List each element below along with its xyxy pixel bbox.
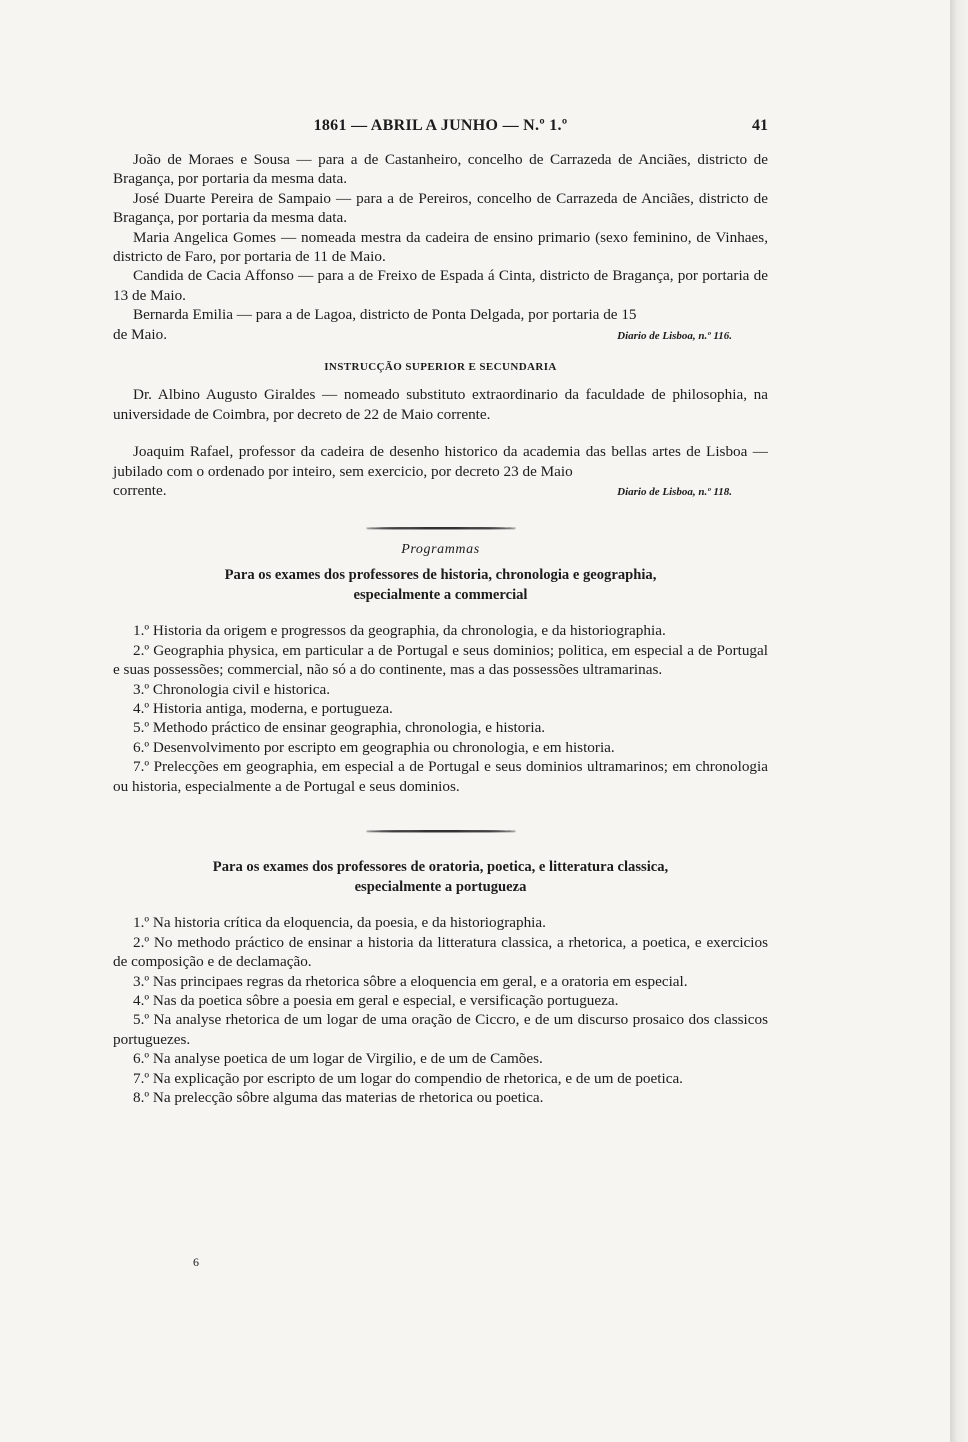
program-heading-line: especialmente a portugueza: [354, 879, 527, 896]
section-heading: INSTRUCÇÃO SUPERIOR E SECUNDARIA: [324, 361, 557, 374]
program-heading: [113, 565, 768, 605]
entry-emilia-end: [113, 325, 768, 346]
list-item: 8.º Na prelecção sôbre alguma das materias de rhetorica ou poetica.: [133, 1089, 544, 1107]
source-citation: Diario de Lisboa, n.º 116.: [617, 329, 732, 342]
program-heading-line: especialmente a commercial: [353, 587, 528, 604]
program-heading-line: Para os exames dos professores de oratoria, poetica, e litteratura classica,: [212, 859, 669, 876]
list-item: 4.º Nas da poetica sôbre a poesia em geral e especial, e versificação portugueza.: [133, 992, 619, 1009]
page-body: [113, 150, 768, 1107]
list-item: 6.º Na analyse poetica de um logar de Virgilio, e de um de Camões.: [133, 1050, 543, 1068]
list-item: 5.º Na analyse rhetorica de um logar de uma oração de Ciccro, e de um discurso prosaico dos classicos portuguezes.: [113, 1011, 768, 1048]
list-item: 7.º Na explicação por escripto de um logar do compendio de rhetorica, e de um de poetica.: [133, 1069, 683, 1087]
list-item: 5.º Methodo práctico de ensinar geographia, chronologia, e historia.: [133, 719, 546, 737]
divider: [113, 515, 768, 534]
entry-rafael-end: [113, 481, 768, 502]
list-item: 3.º Nas principaes regras da rhetorica sôbre a eloquencia em geral, e a oratoria em especial.: [133, 972, 688, 990]
entry-giraldes: Dr. Albino Augusto Giraldes — nomeado substituto extraordinario da faculdade de philosophia, na universidade de Coimbra, por decreto de 22 de Maio corrente.: [113, 386, 768, 423]
list-item: 2.º Geographia physica, em particular a de Portugal e seus dominios; politica, em especial a de Portugal e suas possessões; commercial, não só a do continente, mas a das possessões ultramarinas.: [113, 641, 768, 679]
entry-moraes: João de Moraes e Sousa — para a de Castanheiro, concelho de Carrazeda de Anciães, districto de Bragança, por portaria da mesma data.: [113, 151, 768, 188]
list-item: 1.º Na historia crítica da eloquencia, da poesia, e da historiographia.: [133, 914, 546, 932]
running-header: [113, 117, 768, 137]
list-item: 7.º Prelecções em geographia, em especial a de Portugal e seus dominios ultramarinos; em chronologia ou historia, especialmente a de Portugal e seus dominios.: [113, 758, 768, 795]
source-citation: Diario de Lisboa, n.º 118.: [617, 486, 732, 499]
list-item: 3.º Chronologia civil e historica.: [133, 680, 331, 698]
program-list: [113, 621, 768, 796]
entry-gomes: Maria Angelica Gomes — nomeada mestra da cadeira de ensino primario (sexo feminino, de Vinhaes, districto de Faro, por portaria de 11 de Maio.: [113, 228, 768, 266]
program-heading-line: Para os exames dos professores de historia, chronologia e geographia,: [224, 567, 657, 584]
entry-emilia-tail: de Maio.: [113, 325, 167, 343]
program-heading: [113, 857, 768, 897]
header-title: 1861 — ABRIL A JUNHO — N.º 1.º: [313, 117, 568, 134]
entry-rafael-tail: corrente.: [113, 482, 167, 500]
list-item: 4.º Historia antiga, moderna, e portugueza.: [133, 699, 393, 717]
list-item: 6.º Desenvolvimento por escripto em geographia ou chronologia, e em historia.: [133, 738, 615, 756]
signature-mark: 6: [193, 1255, 199, 1269]
divider: [113, 818, 768, 837]
entry-sampaio: José Duarte Pereira de Sampaio — para a de Pereiros, concelho de Carrazeda de Anciães, districto de Bragança, por portaria da mesma data.: [113, 189, 768, 227]
page-edge-shadow: [950, 0, 968, 1442]
list-item: 1.º Historia da origem e progressos da geographia, da chronologia, e da historiographia.: [133, 622, 666, 640]
programmas-title: Programmas: [401, 541, 480, 557]
program-list: [113, 913, 768, 1107]
list-item: 2.º No methodo práctico de ensinar a historia da litteratura classica, a rhetorica, a poetica, e exercicios de composição e de declamação.: [113, 933, 768, 971]
page-number: 41: [752, 117, 768, 134]
entry-emilia: Bernarda Emilia — para a de Lagoa, districto de Ponta Delgada, por portaria de 15: [133, 306, 637, 324]
entry-rafael: Joaquim Rafael, professor da cadeira de desenho historico da academia das bellas artes de Lisboa — jubilado com o ordenado por inteiro, sem exercicio, por decreto 23 de Maio: [113, 443, 768, 480]
entry-affonso: Candida de Cacia Affonso — para a de Freixo de Espada á Cinta, districto de Bragança, por portaria de 13 de Maio.: [113, 267, 768, 304]
